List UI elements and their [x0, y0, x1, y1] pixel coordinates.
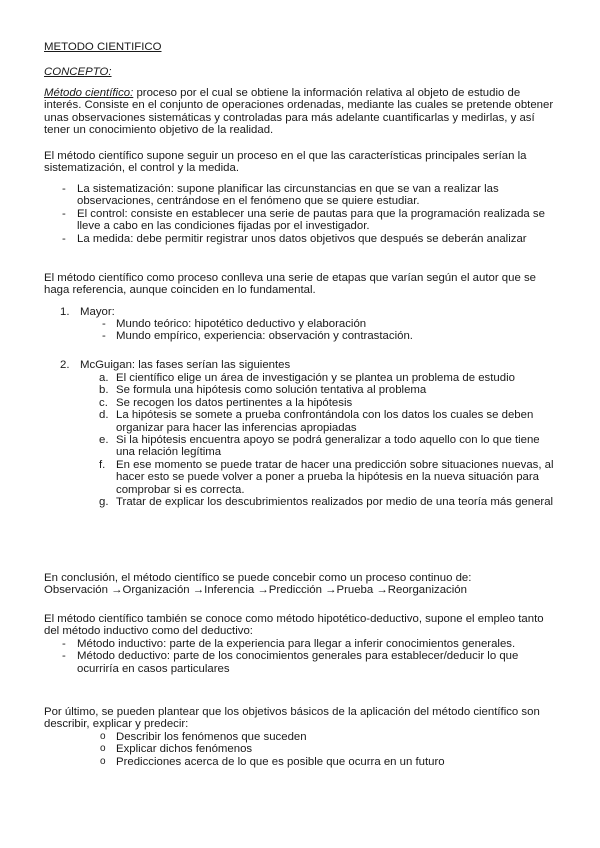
dash-bullet: - — [62, 650, 66, 663]
list-item: o Describir los fenómenos que suceden — [100, 731, 307, 743]
list-item: a. El científico elige un área de investigación y se plantea un problema de estudio — [99, 372, 515, 384]
list-item: - El control: consiste en establecer una serie de pautas para que la programación realizada se lleve a cabo en las condiciones fijadas por el investigador. — [62, 207, 545, 233]
list-item: - Mundo empírico, experiencia: observación y contrastación. — [102, 330, 413, 343]
methods-list — [44, 638, 556, 675]
list-item: g. Tratar de explicar los descubrimientos realizados por medio de una teoría más general — [99, 496, 554, 509]
list-item: - Mundo teórico: hipotético deductivo y elaboración — [102, 318, 367, 330]
mcguigan-item — [44, 359, 556, 371]
list-item: b. Se formula una hipótesis como solución tentativa al problema — [99, 384, 427, 397]
number-marker: 1. — [60, 306, 70, 318]
stages-intro: El método científico como proceso conlleva una serie de etapas que varían según el autor que se haga referencia, aunque coinciden en lo fundamental. — [44, 272, 536, 297]
list-item: o Predicciones acerca de lo que es posible que ocurra en un futuro — [100, 755, 445, 768]
circle-bullet: o — [100, 743, 106, 755]
definition-term: Método científico: — [44, 87, 134, 99]
number-marker: 2. — [60, 359, 70, 371]
hypothetico-text: El método científico también se conoce como método hipotético-deductivo, supone el empleo tanto del método inductivo como del deductivo: — [44, 613, 544, 638]
page-title: METODO CIENTIFICO — [44, 41, 162, 53]
list-item: c. Se recogen los datos pertinentes a la hipótesis — [99, 396, 353, 409]
circle-bullet: o — [100, 731, 106, 742]
conclusion-text: En conclusión, el método científico se puede concebir como un proceso continuo de: — [44, 572, 472, 584]
list-item: - La sistematización: supone planificar las circunstancias en que se van a realizar las observaciones, centrándose en el fenómeno que se quiere estudiar. — [62, 183, 499, 208]
list-item: d. La hipótesis se somete a prueba confrontándola con los datos los cuales se deben organizar para hacer las inferencias apropiadas — [99, 409, 534, 434]
list-item: f. En ese momento se puede tratar de hacer una predicción sobre situaciones nuevas, al hacer esto se puede volver a poner a prueba la hipótesis en la nueva situación para comprobar si es correcta. — [99, 458, 554, 496]
definition-text: proceso por el cual se obtiene la información relativa al objeto de estudio de interés. Consiste en el conjunto de operaciones ordenadas, mediante las cuales se pretende obtener unas observaciones sistemáticas y controladas para más adelante cuantificarlas y medirlas, y así tener un conocimiento objetivo de la realidad. — [44, 87, 554, 137]
definition-paragraph — [44, 87, 556, 137]
dash-bullet: - — [62, 638, 66, 650]
dash-bullet: - — [62, 207, 66, 220]
mcguigan-phases-list — [44, 372, 556, 508]
mayor-item — [44, 306, 556, 318]
objectives-list — [44, 731, 556, 768]
concepto-heading: CONCEPTO: — [44, 66, 112, 78]
objectives-text: Por último, se pueden plantear que los objetivos básicos de la aplicación del método científico son describir, explicar y predecir: — [44, 706, 540, 731]
dash-bullet: - — [102, 318, 106, 330]
list-item: e. Si la hipótesis encuentra apoyo se podrá generalizar a todo aquello con lo que tiene una relación legítima — [99, 434, 540, 459]
list-item: - La medida: debe permitir registrar unos datos objetivos que después se deberán analizar — [62, 232, 527, 245]
dash-bullet: - — [62, 183, 66, 195]
characteristics-list — [44, 183, 556, 245]
mcguigan-label: McGuigan: las fases serían las siguientes — [80, 359, 291, 371]
list-item: - Método deductivo: parte de los conocimientos generales para establecer/deducir lo que ocurriría en casos particulares — [62, 650, 519, 675]
dash-bullet: - — [102, 330, 106, 343]
list-item: - Método inductivo: parte de la experiencia para llegar a inferir conocimientos generales. — [62, 638, 516, 650]
dash-bullet: - — [62, 232, 66, 245]
circle-bullet: o — [100, 755, 106, 767]
characteristics-intro: El método científico supone seguir un proceso en el que las características principales serían la sistematización, el control y la medida. — [44, 150, 527, 175]
mayor-label: Mayor: — [80, 306, 115, 318]
process-chain: Observación →Organización →Inferencia →Predicción →Prueba →Reorganización — [44, 584, 467, 596]
mayor-list — [44, 318, 556, 343]
list-item: o Explicar dichos fenómenos — [100, 743, 253, 756]
